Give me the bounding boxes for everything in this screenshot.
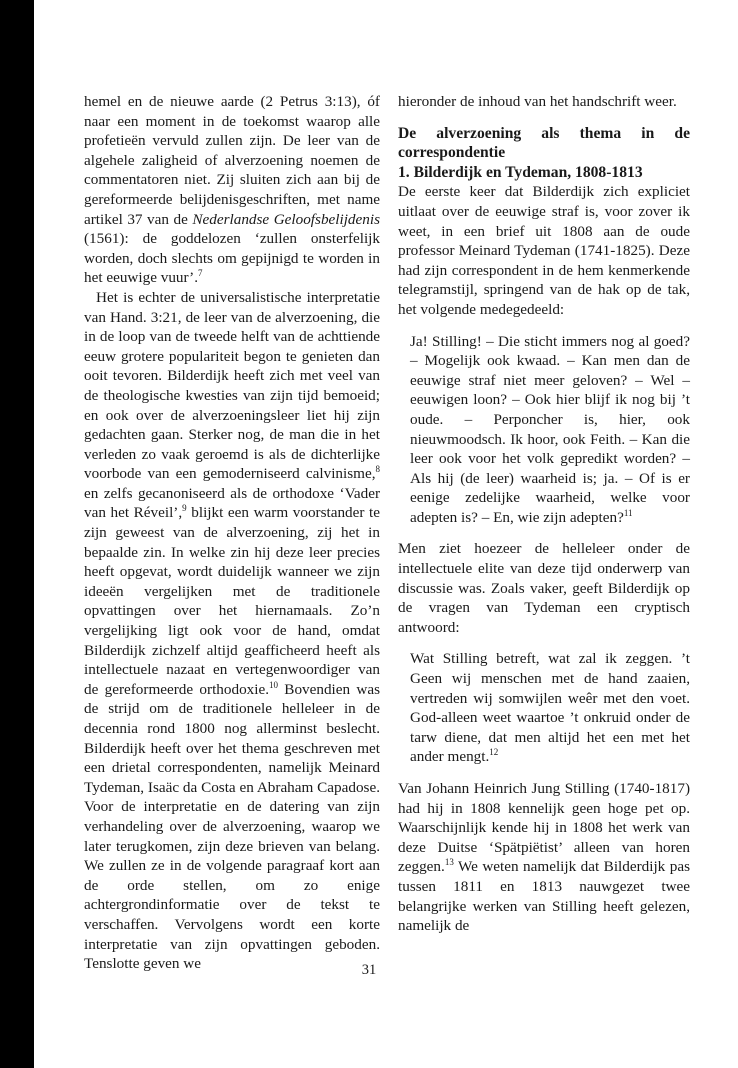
block-quote: Ja! Stilling! – Die sticht immers nog al goed? – Mogelijk ook kwaad. – Kan men dan de eeuwige straf niet meer geloven? – Wel – eeuwigen loon? – Ook hier blijf ik nog bij ’t oude. – Perponcher is, hier, ook nieuwmoodsch. Ik hoor, ook Feith. – Kan die leer ook voor het volk gepredikt worden? – Als hij (de leer) waarheid is; ja. – Of is er eenige zedelijke waarheid, welke voor adepten is? – En, wie zijn adepten?$^{11}$: [410, 332, 690, 526]
paragraph: De eerste keer dat Bilderdijk zich expliciet uitlaat over de eeuwige straf is, voor zover ik weet, in een brief uit 1808 aan de oude professor Meinard Tydeman (1741-1825). Deze had zijn correspondent in de hem kenmerkende telegramstijl, springend van de hak op de tak, het volgende medegedeeld:: [398, 183, 690, 318]
right-column: [398, 92, 690, 936]
book-title: Nederlandse Geloofsbelijdenis: [192, 210, 380, 228]
footnote-ref[interactable]: 7: [198, 268, 203, 279]
paragraph: hieronder de inhoud van het handschrift weer.: [398, 93, 677, 110]
footnote-ref[interactable]: 13: [444, 857, 454, 868]
page-number: 31: [361, 962, 377, 978]
left-column: [84, 92, 380, 974]
footnote-ref[interactable]: 9: [182, 503, 187, 514]
scan-edge-bar: [0, 0, 34, 1068]
paragraph: Men ziet hoezeer de helleleer onder de intellectuele elite van deze tijd onderwerp van discussie was. Zoals vaker, geeft Bilderdijk op de vragen van Tydeman een cryptisch antwoord:: [398, 540, 690, 636]
paragraph: Het is echter de universalistische interpretatie van Hand. 3:21, de leer van de alverzoening, die in de loop van de tweede helft van de achttiende eeuw grotere populariteit begon te genieten dan ooit tevoren. Bilderdijk heeft zich met veel van de theologische kwesties van zijn tijd bemoeid; en ook over de alverzoeningsleer liet hij zijn gedachten gaan. Sterker nog, de man die in het verleden zo vaak geroemd is als de dichterlijke voorbode van een gemoderniseerd calvinisme,$^8$ en zelfs gecanoniseerd als de orthodoxe ‘Vader van het Réveil’,$^9$ blijkt een warm voorstander te zijn geweest van de alverzoening, zij het in bepaalde zin. In welke zin hij deze leer precies heeft opgevat, wordt duidelijk wanneer we zijn ideeën vergelijken met de traditionele opvattingen over het hiernamaals. Zo’n vergelijking ligt ook voor de hand, omdat Bilderdijk zichzelf altijd geafficheerd heeft als intellectuele nazaat en vertegenwoordiger van de gereformeerde orthodoxie.$^{10}$ Bovendien was de strijd om de traditionele helleleer in de decennia rond 1800 nog allerminst beslecht. Bilderdijk heeft over het thema geschreven met een drietal correspondenten, namelijk Meinard Tydeman, Isaäc da Costa en Abraham Capadose. Voor de interpretatie en de datering van zijn verhandeling over de alverzoening, waarop we later terugkomen, zijn deze brieven van belang. We zullen ze in de volgende paragraaf kort aan de orde stellen, om zo enige achtergrondinformatie over de tekst te verschaffen. Vervolgens wordt een korte interpretatie van zijn opvattingen geboden. Tenslotte geven we: [84, 288, 381, 973]
subsection-heading: 1. Bilderdijk en Tydeman, 1808-1813: [398, 163, 643, 181]
footnote-ref[interactable]: 11: [623, 507, 633, 518]
section-heading: De alverzoening als thema in de correspondentie: [398, 124, 690, 162]
block-quote: Wat Stilling betreft, wat zal ik zeggen. ’t Geen wij menschen met de hand zaaien, vertreden wij somwijlen weêr met den voet. God-alleen weet waartoe ’t onkruid onder de tarw diene, dat men altijd het een met het ander mengt.$^{12}$: [410, 650, 690, 766]
footnote-ref[interactable]: 12: [489, 747, 499, 758]
paragraph: Van Johann Heinrich Jung Stilling (1740-1817) had hij in 1808 kennelijk geen hoge pet op. Waarschijnlijk kende hij in 1808 het werk van deze Duitse ‘Spätpiëtist’ alleen van horen zeggen.$^{13}$ We weten namelijk dat Bilderdijk pas tussen 1811 en 1813 nauwgezet twee belangrijke werken van Stilling heeft gelezen, namelijk de: [398, 780, 690, 935]
footnote-ref[interactable]: 8: [375, 464, 380, 475]
footnote-ref[interactable]: 10: [269, 679, 279, 690]
paragraph: hemel en de nieuwe aarde (2 Petrus 3:13), óf naar een moment in de toekomst waarop alle profetieën vervuld zullen zijn. De leer van de algehele zaligheid of alverzoening noemen de commentatoren niet. Zij sluiten zich aan bij de gereformeerde belijdenisgeschriften, met name artikel 37 van de Nederlandse Geloofsbelijdenis (1561): de goddelozen ‘zullen onsterfelijk worden, doch slechts om gepijnigd te worden in het eeuwige vuur’.$^7$: [84, 93, 380, 287]
